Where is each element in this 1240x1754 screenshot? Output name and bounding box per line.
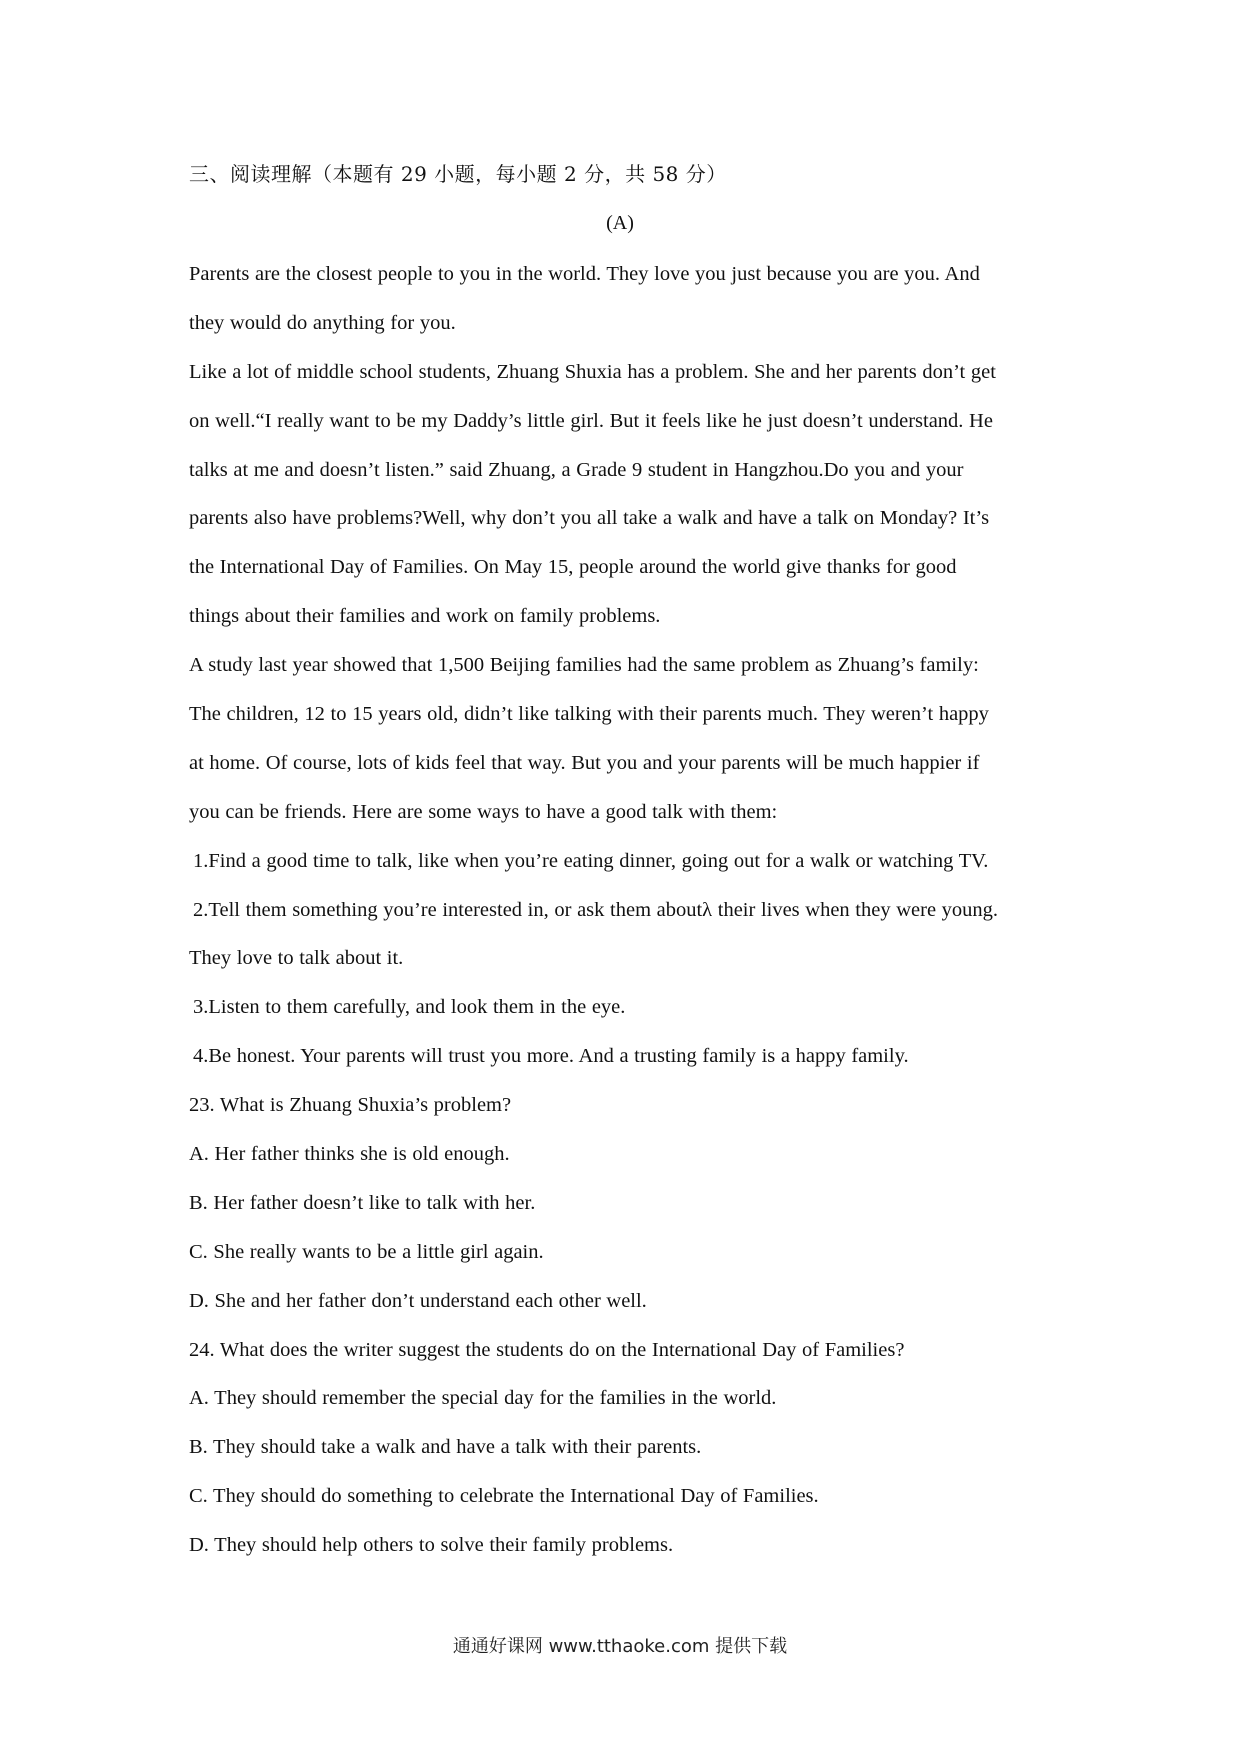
question-stem: 23. What is Zhuang Shuxia’s problem? (189, 1094, 512, 1117)
tip-item: 4.Be honest. Your parents will trust you more. And a trusting family is a happy family. (193, 1045, 909, 1068)
answer-option: B. Her father doesn’t like to talk with her. (189, 1191, 536, 1214)
passage-line: talks at me and doesn’t listen.” said Zhuang, a Grade 9 student in Hangzhou.Do you and your (189, 458, 964, 481)
reading-content (189, 254, 1069, 1574)
answer-option: C. She really wants to be a little girl again. (189, 1240, 544, 1263)
passage-line: on well.“I really want to be my Daddy’s little girl. But it feels like he just doesn’t understand. He (189, 409, 993, 432)
passage-line: parents also have problems?Well, why don’t you all take a walk and have a talk on Monday? It’s (189, 507, 990, 530)
answer-option: B. They should take a walk and have a talk with their parents. (189, 1436, 702, 1459)
passage-line: they would do anything for you. (189, 311, 456, 334)
answer-option: A. Her father thinks she is old enough. (189, 1143, 510, 1166)
answer-option: C. They should do something to celebrate the International Day of Families. (189, 1485, 819, 1508)
passage-line: Like a lot of middle school students, Zhuang Shuxia has a problem. She and her parents don’t get (189, 360, 996, 383)
answer-option: A. They should remember the special day for the families in the world. (189, 1387, 777, 1410)
passage-line: the International Day of Families. On May 15, people around the world give thanks for good (189, 556, 957, 579)
passage-line: things about their families and work on family problems. (189, 605, 661, 628)
passage-line: The children, 12 to 15 years old, didn’t like talking with their parents much. They weren’t happy (189, 703, 989, 726)
passage-label: (A) (606, 212, 634, 234)
answer-option: D. They should help others to solve their family problems. (189, 1534, 674, 1557)
passage-line: at home. Of course, lots of kids feel that way. But you and your parents will be much happier if (189, 751, 980, 774)
section-heading: 三、阅读理解（本题有 29 小题，每小题 2 分，共 58 分） (189, 162, 727, 186)
question-stem: 24. What does the writer suggest the students do on the International Day of Families? (189, 1338, 905, 1361)
tip-item: 1.Find a good time to talk, like when you’re eating dinner, going out for a walk or watching TV. (193, 849, 989, 872)
passage-line: Parents are the closest people to you in the world. They love you just because you are you. And (189, 263, 980, 285)
passage-line: They love to talk about it. (189, 947, 404, 970)
question-24 (189, 1330, 1069, 1574)
passage-line: A study last year showed that 1,500 Beijing families had the same problem as Zhuang’s family: (189, 654, 979, 677)
passage-line: you can be friends. Here are some ways to have a good talk with them: (189, 800, 778, 823)
question-23 (189, 1085, 1069, 1329)
tip-item: 2.Tell them something you’re interested in, or ask them aboutλ their lives when they were young. (193, 898, 999, 921)
tip-item: 3.Listen to them carefully, and look them in the eye. (193, 996, 626, 1019)
page-footer: 通通好课网 www.tthaoke.com 提供下载 (452, 1636, 788, 1657)
answer-option: D. She and her father don’t understand each other well. (189, 1289, 647, 1312)
